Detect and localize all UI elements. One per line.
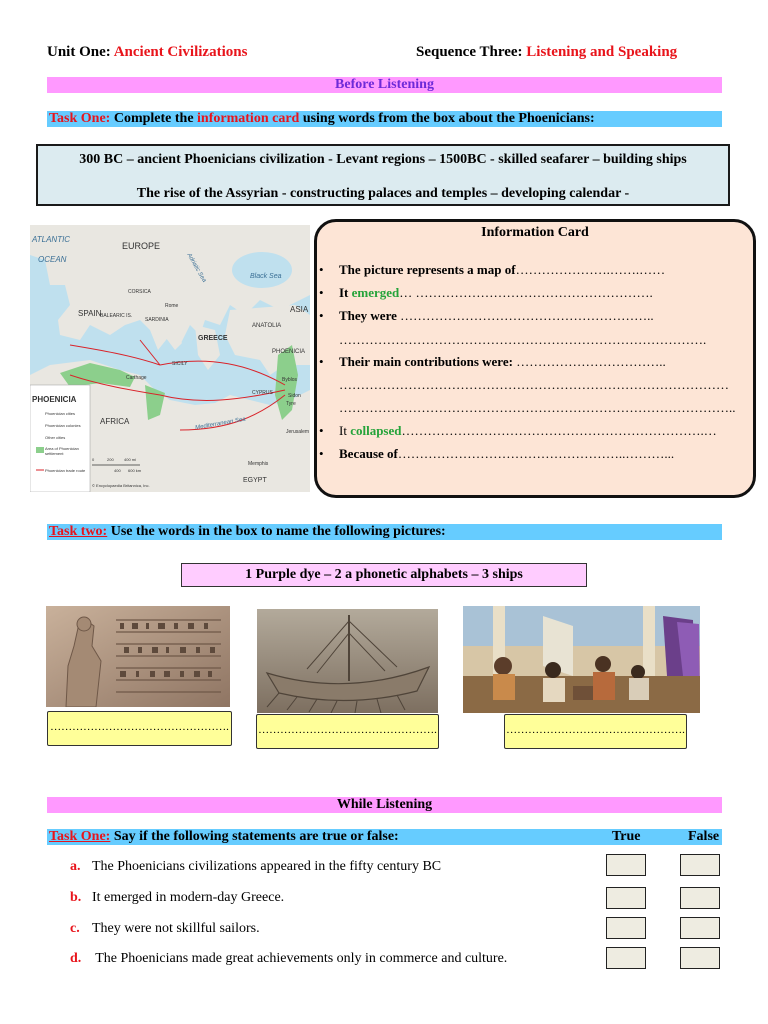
map-label-jerusalem: Jerusalem [286,429,310,435]
map-label-ocean: OCEAN [38,255,67,264]
statement-letter: a. [70,859,81,874]
answer-blank[interactable]: ………………………………………………….. [400,308,654,323]
answer-box-3[interactable]: …………………………………………. [504,714,687,749]
legend-title: PHOENICIA [32,395,77,404]
card-item [319,262,666,278]
card-item [319,354,666,370]
card-item [319,308,654,324]
false-checkbox-b[interactable] [680,887,720,909]
statement-letter: d. [70,951,82,966]
map-label-balearic: BALEARIC IS. [100,313,133,319]
task-one-text-1: Complete the [113,111,194,126]
false-checkbox-a[interactable] [680,854,720,876]
answer-box-1[interactable]: …………………………………………. [47,711,232,746]
map-label-phoenicia: PHOENICIA [272,349,306,355]
bullet: • [319,308,324,323]
bullet: • [319,423,324,438]
map-label-sidon: Sidon [288,393,301,399]
bullet: • [319,354,324,369]
before-listening-bar: Before Listening [47,77,722,93]
statement-text: It emerged in modern-day Greece. [92,890,285,905]
statement-row [70,859,441,875]
scale-label: 400 mi [124,457,137,462]
while-listening-bar: While Listening [47,797,722,813]
task-two-text: Use the words in the box to name the following pictures: [110,524,446,539]
bullet: • [319,285,324,300]
map-label-cyprus: CYPRUS [252,390,273,396]
map-label-sardinia: SARDINIA [145,317,169,323]
map-label-memphis: Memphis [248,461,269,467]
ship-relief-graphic [257,609,438,713]
card-item-keyword: emerged [351,285,400,300]
map-label-sicily: SICILY [172,361,188,367]
true-false-task-text: Say if the following statements are true or false: [113,829,399,844]
answer-blank[interactable]: …………………………….. [516,354,666,369]
map-label-byblos: Byblos [282,377,298,383]
card-item-label: They were [339,308,397,323]
map-label-corsica: CORSICA [128,289,151,295]
map-label-rome: Rome [165,303,179,309]
sequence-label: Sequence Three: [416,44,523,60]
true-checkbox-c[interactable] [606,917,646,939]
scale-label: 200 [107,457,114,462]
map-credit: © Encyclopaedia Britannica, Inc. [92,483,150,488]
card-title: Information Card [481,225,589,240]
answer-blank[interactable]: … ………………………………………………. [399,285,653,300]
scale-label: 600 km [128,468,142,473]
legend-item: Other cities [45,435,66,440]
map-label-europe: EUROPE [122,241,161,251]
false-checkbox-c[interactable] [680,917,720,939]
legend-item: Phoenician trade route [45,468,86,473]
map-label-atlantic: ATLANTIC [32,235,71,244]
task-one-text-2: using words from the box about the Phoenicians: [302,111,595,126]
card-item-label: Their main contributions were: [339,354,513,369]
map-label-tyre: Tyre [286,401,296,407]
card-item-keyword: collapsed [350,423,402,438]
task-one-highlight: information card [197,111,300,126]
answer-blank[interactable]: ………………….…….…… [515,262,666,277]
map-label-greece: GREECE [198,335,228,342]
map-label-black-sea: Black Sea [250,273,282,280]
card-item-label: It [339,423,347,438]
map-label-anatolia: ANATOLIA [252,323,282,329]
relief-tablet-graphic [46,606,230,707]
sequence-title: Listening and Speaking [526,44,678,60]
statement-text: The Phoenicians civilizations appeared in the fifty century BC [92,859,442,874]
purple-dye-painting-graphic [463,606,700,713]
task-one-instruction [47,111,722,127]
relief-tablet-image [46,606,230,707]
statement-letter: b. [70,890,82,905]
unit-label: Unit One: [47,44,111,60]
true-checkbox-d[interactable] [606,947,646,969]
word-box-line-2: The rise of the Assyrian - constructing palaces and temples – developing calendar - [136,186,630,201]
true-checkbox-b[interactable] [606,887,646,909]
card-item-continuation [339,332,706,348]
word-box [36,144,730,206]
unit-heading [47,44,247,61]
map-label-africa: AFRICA [100,417,130,426]
information-card [314,219,756,498]
word-box-line-1: 300 BC – ancient Phoenicians civilization - Levant regions – 1500BC - skilled seafarer – building ships [79,152,687,167]
picture-word-box: 1 Purple dye – 2 a phonetic alphabets – 3 ships [181,563,587,587]
scale-label: 0 [92,457,95,462]
true-column-header: True [612,829,641,844]
statement-text: The Phoenicians made great achievements only in commerce and culture. [92,951,508,966]
task-two-label: Task two: [49,524,108,539]
true-checkbox-a[interactable] [606,854,646,876]
statement-row [70,921,260,937]
unit-title: Ancient Civilizations [113,44,248,60]
false-checkbox-d[interactable] [680,947,720,969]
map-label-adriatic: Adriatic Sea [185,252,207,284]
statement-row [70,951,507,967]
map-label-spain: SPAIN [78,309,102,318]
card-item-label: It [339,285,349,300]
statement-text: They were not skillful sailors. [92,921,260,936]
answer-blank[interactable]: ……………………………………………………………………………….. [339,400,736,415]
task-two-instruction [47,524,722,540]
sequence-heading [416,44,677,61]
map-label-med-sea: Mediterranean Sea [194,416,247,432]
card-item [319,423,717,439]
answer-blank[interactable]: …………………………………………………………….… [401,423,717,438]
true-false-task-label: Task One: [49,829,111,844]
card-item-label: Because of [339,446,398,461]
answer-box-2[interactable]: …………………………………………. [256,714,439,749]
answer-blank[interactable]: ……………………………………………..………... [397,446,675,461]
bullet: • [319,446,324,461]
card-item-continuation [339,377,729,393]
legend-item: Phoenician colonies [45,423,81,428]
purple-dye-painting-image [463,606,700,713]
false-column-header: False [688,829,720,844]
answer-blank[interactable]: ……………………………………………………………………………… [339,377,729,392]
scale-label: 400 [114,468,121,473]
answer-blank[interactable]: …………………………………………………………………………. [339,332,707,347]
ship-relief-image [257,609,438,713]
legend-item: Phoenician cities [45,411,76,416]
bullet: • [319,262,324,277]
statement-letter: c. [70,921,80,936]
legend-item: Area of Phoenician settlement [45,446,79,456]
map-label-carthage: Carthage [126,375,147,381]
card-item-continuation [339,400,736,416]
card-item [319,446,675,462]
card-item [319,285,653,301]
card-item-label: The picture represents a map of [339,262,516,277]
map-label-asia: ASIA [290,305,309,314]
statement-row [70,890,284,906]
phoenicia-map [30,225,310,492]
map-label-egypt: EGYPT [243,477,267,484]
task-one-label: Task One: [49,111,111,126]
